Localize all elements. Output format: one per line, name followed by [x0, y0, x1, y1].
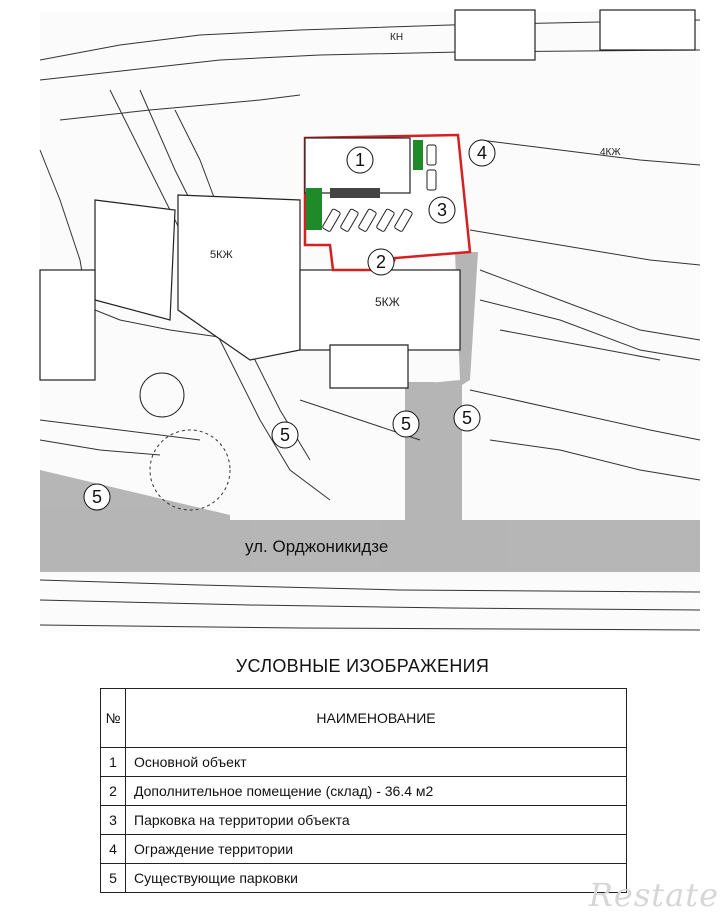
legend-header-num: №: [101, 689, 126, 748]
building-porch: [330, 345, 408, 388]
building-5kzh-east: [300, 270, 460, 350]
legend-row: [101, 748, 627, 777]
building-kn: [455, 10, 535, 60]
marker-3-label: 3: [436, 200, 448, 220]
green-parking-north: [413, 140, 423, 170]
marker-5-label: 5: [400, 414, 412, 434]
legend-row-name: Существующие парковки: [126, 864, 627, 893]
main-object-wall: [330, 188, 380, 198]
marker-5-west: [84, 484, 110, 510]
marker-4: [469, 140, 495, 166]
legend-row: [101, 835, 627, 864]
legend-row: [101, 864, 627, 893]
legend-row-name: Дополнительное помещение (склад) - 36.4 м2: [126, 777, 627, 806]
legend-title: УСЛОВНЫЕ ИЗОБРАЖЕНИЯ: [235, 656, 490, 676]
legend-row-num: 4: [101, 835, 126, 864]
marker-5-center: [272, 422, 298, 448]
legend-table: [100, 688, 627, 893]
marker-3: [429, 197, 455, 223]
marker-2-label: 2: [375, 252, 387, 272]
marker-5-driveway: [393, 411, 419, 437]
car: [427, 170, 436, 190]
green-parking-west: [306, 188, 322, 230]
legend-row: [101, 806, 627, 835]
legend-row-num: 1: [101, 748, 126, 777]
label-4kzh: 4КЖ: [600, 147, 621, 158]
marker-5-east: [454, 405, 480, 431]
legend-row-num: 3: [101, 806, 126, 835]
street-label: ул. Орджоникидзе: [245, 537, 389, 556]
legend-row-name: Основной объект: [126, 748, 627, 777]
legend-row-num: 5: [101, 864, 126, 893]
label-kn: КН: [390, 32, 404, 43]
legend-row-name: Ограждение территории: [126, 835, 627, 864]
building-ne: [600, 10, 695, 50]
legend-header-name: НАИМЕНОВАНИЕ: [126, 689, 627, 748]
marker-4-label: 4: [476, 143, 488, 163]
marker-5-label: 5: [461, 408, 473, 428]
parking-area-center: [405, 382, 435, 522]
car: [427, 145, 436, 165]
legend-row: [101, 777, 627, 806]
building-west: [95, 200, 175, 320]
label-5kzh-west: 5КЖ: [210, 249, 233, 261]
legend-row-name: Парковка на территории объекта: [126, 806, 627, 835]
building-far-west: [40, 270, 95, 380]
legend-row-num: 2: [101, 777, 126, 806]
legend-header-row: [101, 689, 627, 748]
marker-5-label: 5: [91, 487, 103, 507]
watermark-logo: Restate: [588, 876, 719, 914]
marker-1-label: 1: [354, 150, 366, 170]
label-5kzh-east: 5КЖ: [375, 295, 400, 309]
marker-2: [368, 249, 394, 275]
marker-5-label: 5: [279, 425, 291, 445]
marker-1: [347, 147, 373, 173]
